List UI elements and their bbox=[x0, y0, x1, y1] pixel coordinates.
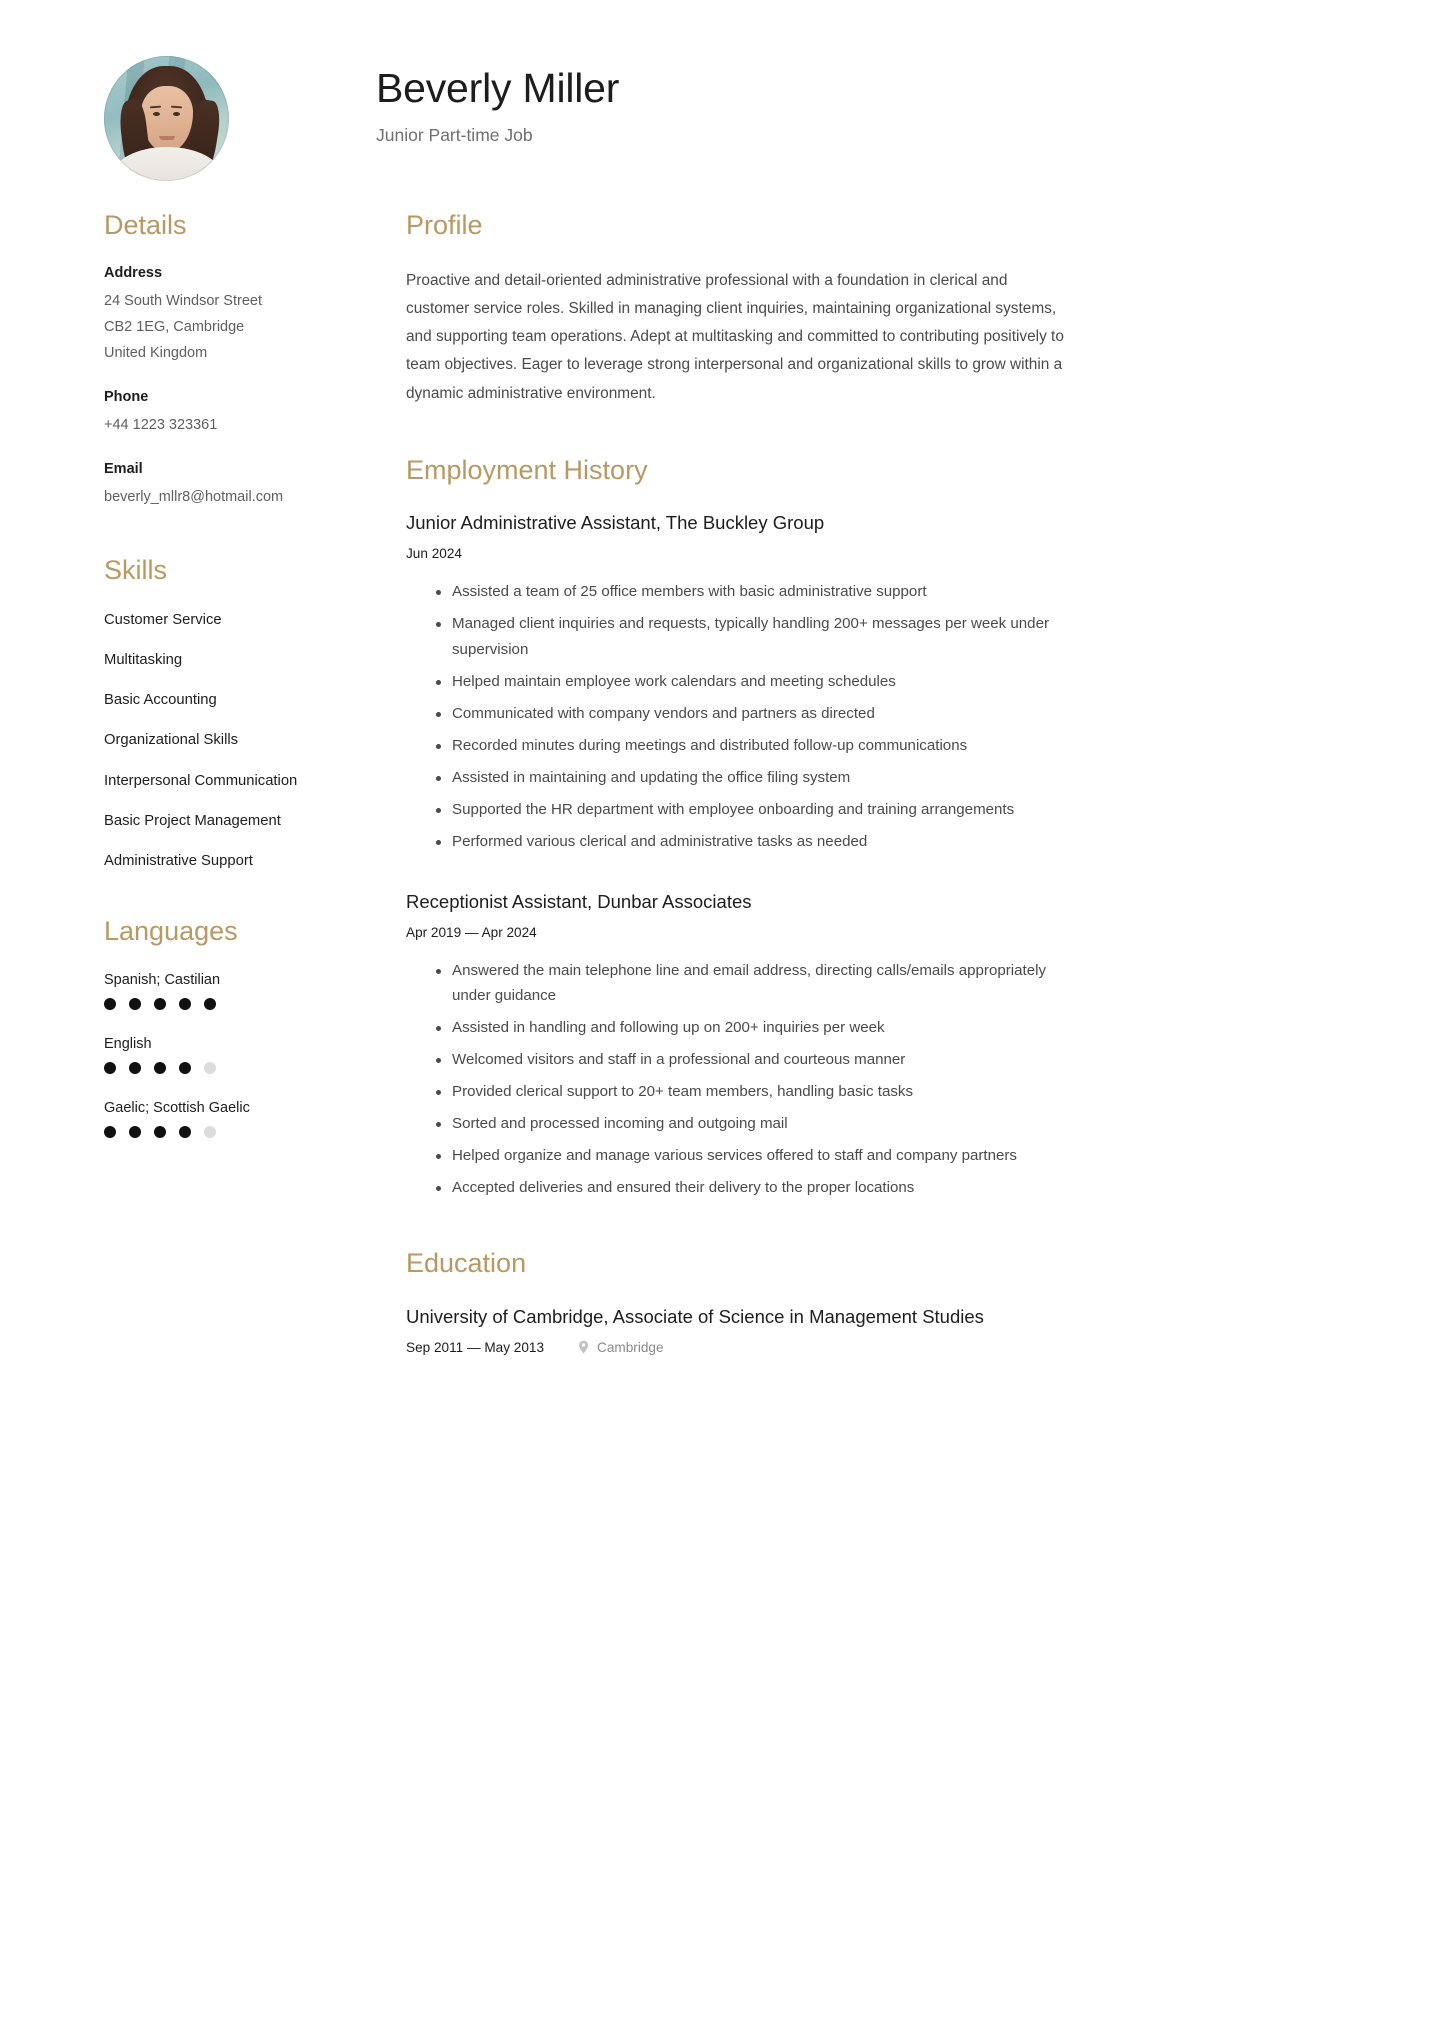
bullet-item: Assisted in handling and following up on 200+ inquiries per week bbox=[436, 1015, 1086, 1041]
education-entry bbox=[406, 1306, 1336, 1355]
detail-phone bbox=[104, 389, 360, 439]
entry-dates: Sep 2011 — May 2013 bbox=[406, 1339, 545, 1355]
bullet-item: Sorted and processed incoming and outgoing mail bbox=[436, 1111, 1086, 1137]
avatar-ring bbox=[104, 56, 229, 181]
profile-heading: Profile bbox=[406, 210, 483, 240]
skill-item: Interpersonal Communication bbox=[104, 772, 298, 789]
bullet-item: Communicated with company vendors and partners as directed bbox=[436, 701, 1086, 727]
rating-dot-filled bbox=[104, 1062, 116, 1074]
rating-dot-filled bbox=[104, 998, 116, 1010]
employment-section bbox=[406, 454, 1336, 1202]
skills-section bbox=[104, 554, 360, 871]
header-text bbox=[376, 52, 619, 146]
rating-dot-filled bbox=[179, 1126, 191, 1138]
rating-dot-filled bbox=[129, 1126, 141, 1138]
bullet-item: Accepted deliveries and ensured their delivery to the proper locations bbox=[436, 1175, 1086, 1201]
page-title: Beverly Miller bbox=[376, 65, 620, 111]
address-line: United Kingdom bbox=[104, 344, 208, 361]
bullet-item: Helped maintain employee work calendars and meeting schedules bbox=[436, 669, 1086, 695]
rating-dot-filled bbox=[154, 1126, 166, 1138]
rating-dot-filled bbox=[154, 1062, 166, 1074]
detail-address bbox=[104, 265, 360, 366]
entry-dates: Apr 2019 — Apr 2024 bbox=[406, 924, 537, 940]
entry-dates: Jun 2024 bbox=[406, 545, 462, 561]
details-section bbox=[104, 209, 360, 510]
rating-dot-filled bbox=[104, 1126, 116, 1138]
entry-meta bbox=[406, 925, 1336, 940]
details-heading: Details bbox=[104, 210, 187, 240]
language-item bbox=[104, 1100, 360, 1138]
rating-dot-empty bbox=[204, 1062, 216, 1074]
bullet-item: Recorded minutes during meetings and distributed follow-up communications bbox=[436, 733, 1086, 759]
entry-meta bbox=[406, 546, 1336, 561]
location-label: Cambridge bbox=[597, 1339, 664, 1355]
skills-heading: Skills bbox=[104, 555, 168, 586]
languages-heading: Languages bbox=[104, 916, 238, 947]
employment-entry bbox=[406, 512, 1336, 855]
rating-dot-filled bbox=[204, 998, 216, 1010]
skill-item: Customer Service bbox=[104, 611, 222, 628]
phone-value: +44 1223 323361 bbox=[104, 416, 218, 433]
employment-heading: Employment History bbox=[406, 454, 648, 485]
rating-dot-empty bbox=[204, 1126, 216, 1138]
language-rating bbox=[104, 1062, 360, 1074]
address-line: 24 South Windsor Street bbox=[104, 293, 262, 310]
sidebar bbox=[104, 209, 376, 1138]
entry-title: University of Cambridge, Associate of Science in Management Studies bbox=[406, 1305, 984, 1327]
skill-item: Organizational Skills bbox=[104, 732, 239, 749]
detail-value bbox=[104, 289, 360, 366]
language-rating bbox=[104, 1126, 360, 1138]
bullet-item: Assisted in maintaining and updating the office filing system bbox=[436, 765, 1086, 791]
detail-label: Email bbox=[104, 460, 143, 477]
skill-item: Multitasking bbox=[104, 652, 183, 668]
detail-label: Phone bbox=[104, 388, 149, 405]
address-line: CB2 1EG, Cambridge bbox=[104, 319, 245, 336]
rating-dot-filled bbox=[129, 1062, 141, 1074]
rating-dot-filled bbox=[154, 998, 166, 1010]
resume-body bbox=[104, 209, 1336, 1373]
entry-title: Junior Administrative Assistant, The Buckley Group bbox=[406, 511, 825, 533]
main-content bbox=[376, 209, 1336, 1373]
photo-column bbox=[104, 52, 376, 181]
language-item bbox=[104, 972, 360, 1010]
detail-email bbox=[104, 461, 360, 511]
profile-text: Proactive and detail-oriented administrative professional with a foundation in clerical and customer service roles. Skilled in managing client inquiries, maintaining organizational systems, and supporting team operations. Adept at multitasking and committed to contributing positively to team objectives. Eager to leverage strong interpersonal and organizational skills to grow within a dynamic administrative environment. bbox=[406, 272, 1064, 402]
language-rating bbox=[104, 998, 360, 1010]
location-pin-icon bbox=[578, 1340, 589, 1354]
language-name: Spanish; Castilian bbox=[104, 971, 221, 988]
rating-dot-filled bbox=[129, 998, 141, 1010]
language-name: English bbox=[104, 1035, 152, 1052]
avatar bbox=[104, 56, 229, 181]
skill-item: Administrative Support bbox=[104, 853, 253, 870]
detail-label: Address bbox=[104, 265, 163, 282]
resume-header bbox=[104, 52, 1336, 181]
education-heading: Education bbox=[406, 1248, 527, 1279]
languages-section bbox=[104, 915, 360, 1137]
bullet-item: Managed client inquiries and requests, typically handling 200+ messages per week under supervision bbox=[436, 611, 1086, 663]
email-value: beverly_mllr8@hotmail.com bbox=[104, 488, 284, 505]
profile-section bbox=[406, 209, 1336, 408]
entry-bullets bbox=[406, 958, 1086, 1202]
language-name: Gaelic; Scottish Gaelic bbox=[104, 1099, 250, 1116]
skill-item: Basic Accounting bbox=[104, 692, 217, 709]
entry-title: Receptionist Assistant, Dunbar Associates bbox=[406, 890, 752, 912]
entry-meta bbox=[406, 1340, 1336, 1355]
entry-bullets bbox=[406, 579, 1086, 855]
rating-dot-filled bbox=[179, 1062, 191, 1074]
bullet-item: Supported the HR department with employee onboarding and training arrangements bbox=[436, 797, 1086, 823]
language-item bbox=[104, 1036, 360, 1074]
skill-item: Basic Project Management bbox=[104, 812, 281, 829]
bullet-item: Provided clerical support to 20+ team members, handling basic tasks bbox=[436, 1079, 1086, 1105]
job-title: Junior Part-time Job bbox=[376, 125, 533, 146]
bullet-item: Welcomed visitors and staff in a professional and courteous manner bbox=[436, 1047, 1086, 1073]
bullet-item: Helped organize and manage various services offered to staff and company partners bbox=[436, 1143, 1086, 1169]
bullet-item: Assisted a team of 25 office members with basic administrative support bbox=[436, 579, 1086, 605]
entry-location bbox=[578, 1340, 664, 1355]
bullet-item: Answered the main telephone line and email address, directing calls/emails appropriately under guidance bbox=[436, 958, 1086, 1010]
education-section bbox=[406, 1247, 1336, 1354]
bullet-item: Performed various clerical and administrative tasks as needed bbox=[436, 829, 1086, 855]
rating-dot-filled bbox=[179, 998, 191, 1010]
employment-entry bbox=[406, 891, 1336, 1202]
